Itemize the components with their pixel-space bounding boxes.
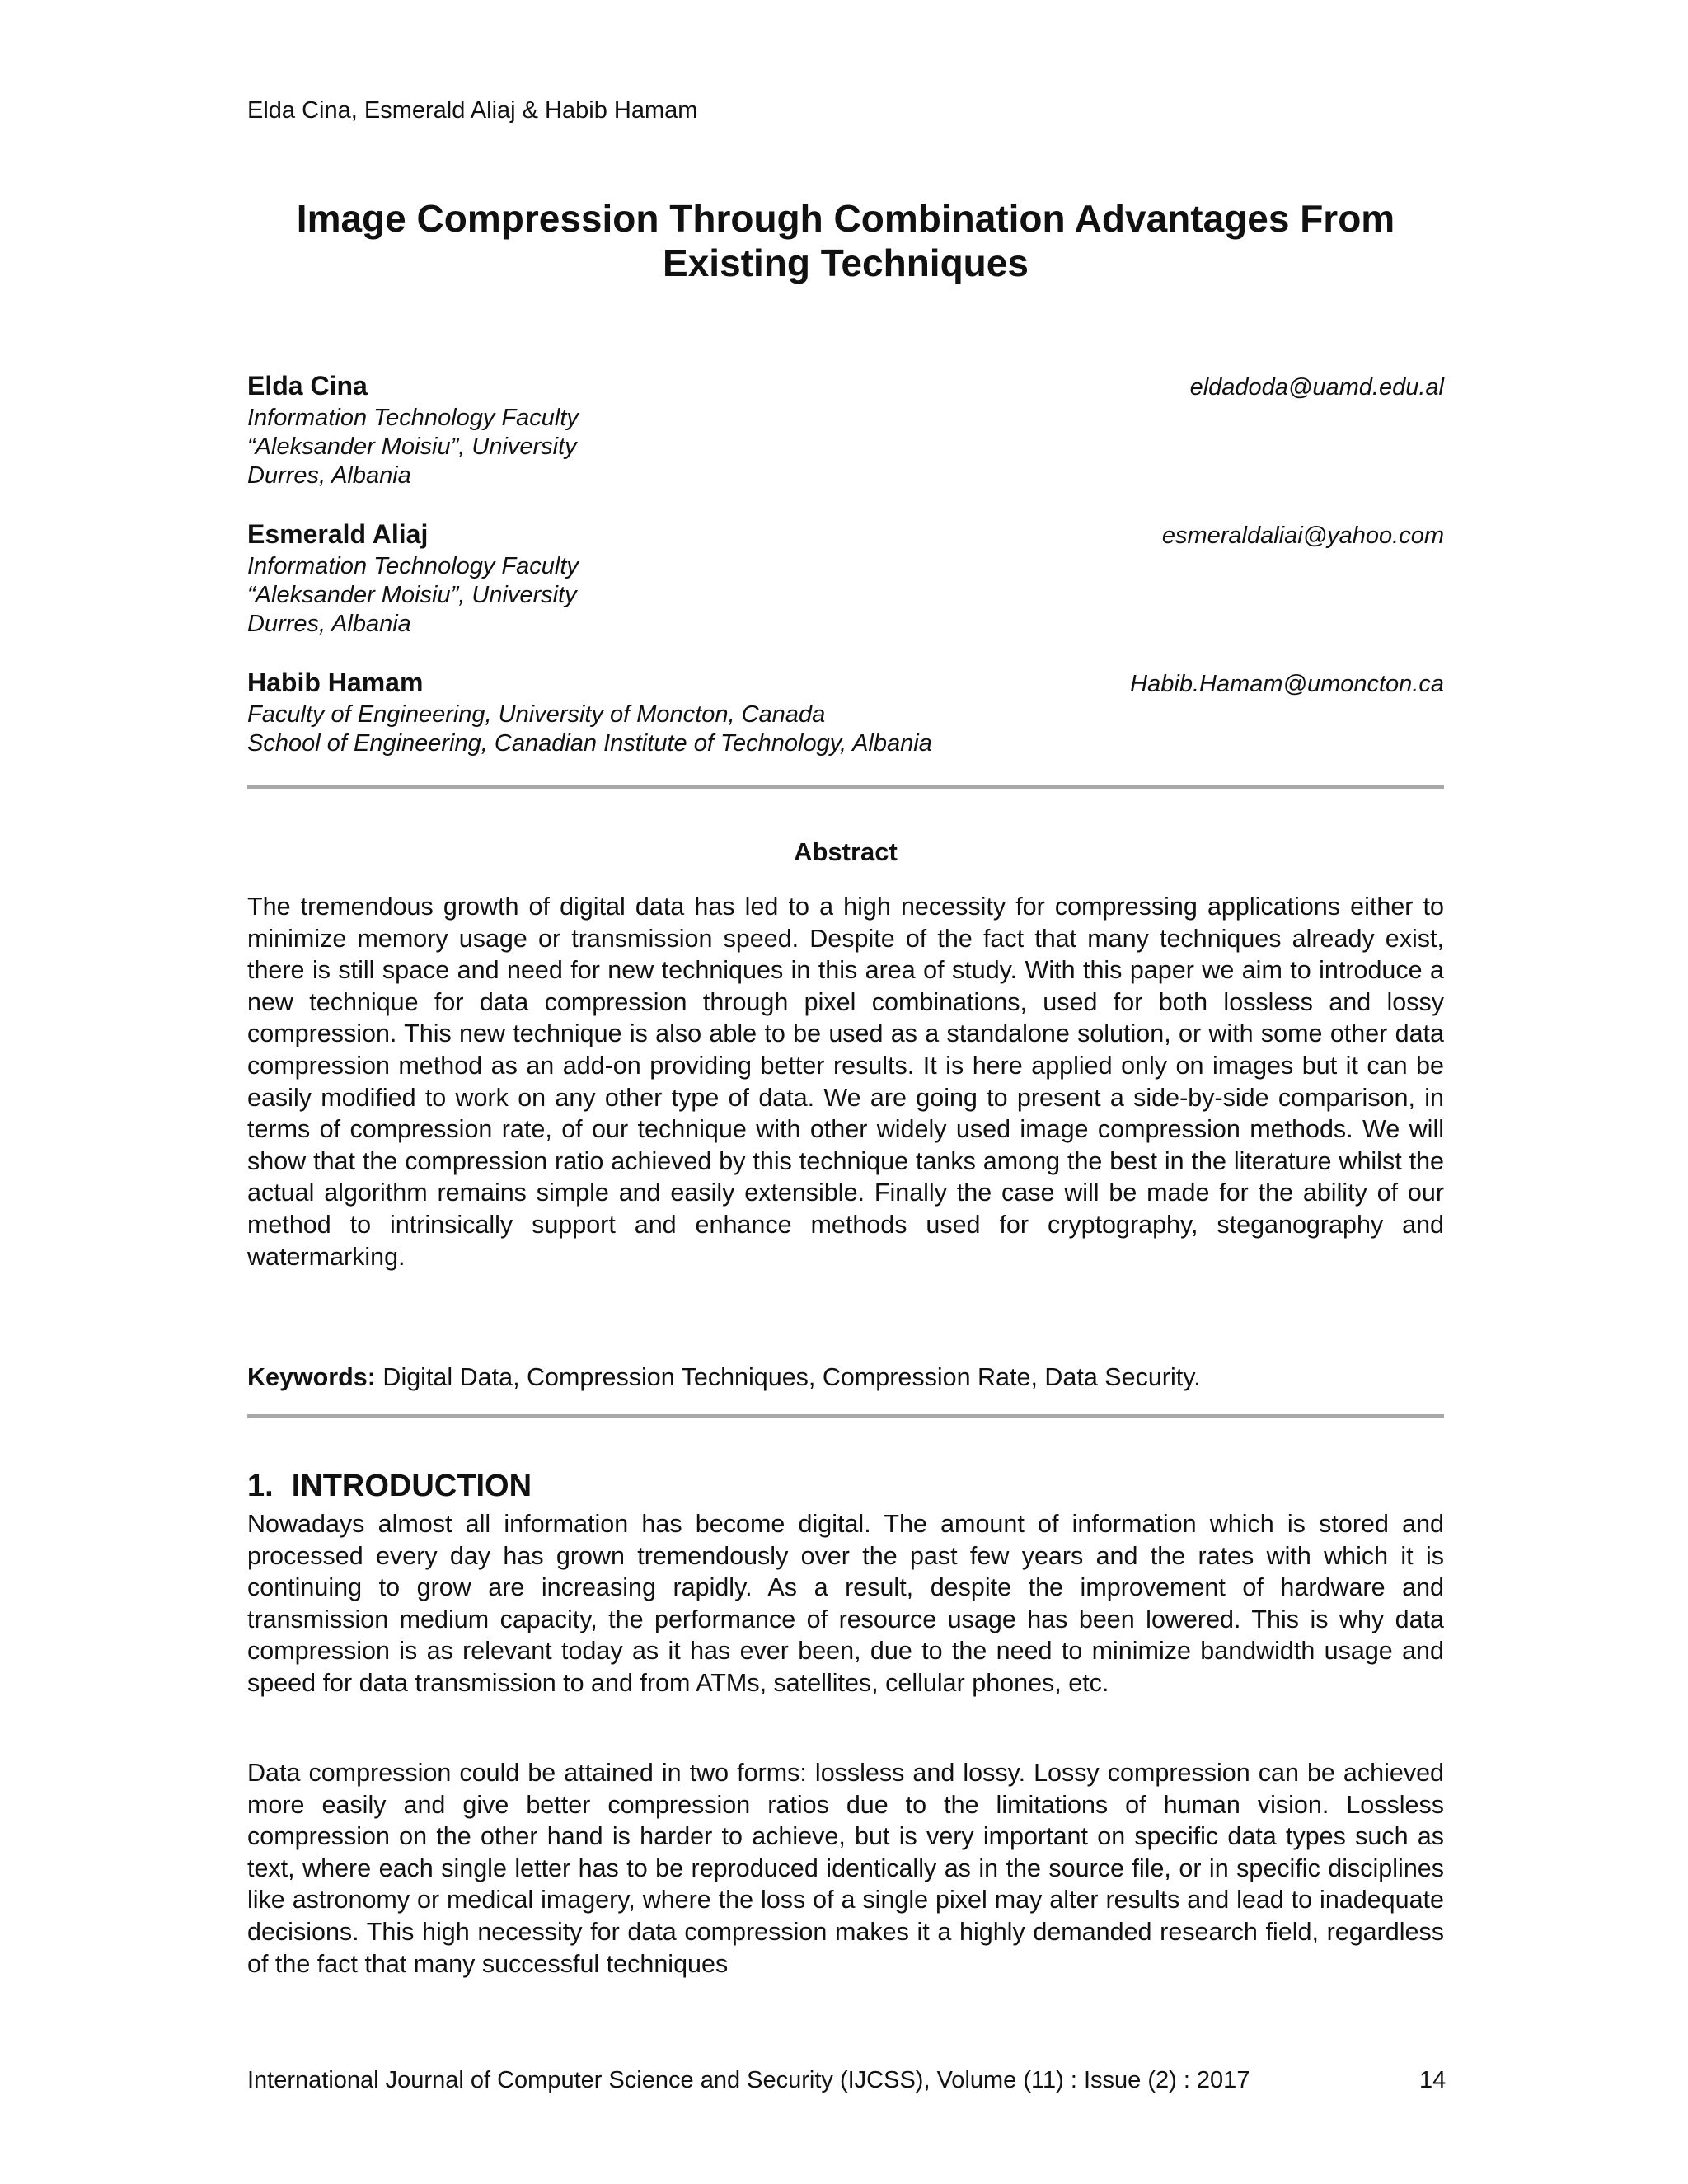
abstract-text: The tremendous growth of digital data has led to a high necessity for compressing applications either to minimize memory usage or transmission speed. Despite of the fact that many techniques already exist, there is still space and need for new techniques in this area of study. With this paper we aim to introduce a new technique for data compression through pixel combinations, used for both lossless and lossy compression. This new technique is also able to be used as a standalone solution, or with some other data compression method as an add-on providing better results. It is here applied only on images but it can be easily modified to work on any other type of data. We are going to present a side-by-side comparison, in terms of compression rate, of our technique with other widely used image compression methods. We will show that the compression ratio achieved by this technique tanks among the best in the literature whilst the actual algorithm remains simple and easily extensible. Finally the case will be made for the ability of our method to intrinsically support and enhance methods used for cryptography, steganography and watermarking. bbox=[247, 893, 1444, 1271]
title-line-2: Existing Techniques bbox=[663, 241, 1029, 284]
author-affiliation-line: Durres, Albania bbox=[247, 611, 411, 637]
title-line-1: Image Compression Through Combination Advantages From bbox=[296, 197, 1395, 240]
author-affiliation-line: Information Technology Faculty bbox=[247, 553, 579, 579]
author-affiliation-line: School of Engineering, Canadian Institute of Technology, Albania bbox=[247, 730, 932, 757]
abstract-heading: Abstract bbox=[794, 837, 898, 866]
body-paragraph: Nowadays almost all information has become digital. The amount of information which is stored and processed every day has grown tremendously over the past few years and the rates with which it is continuing to grow are increasing rapidly. As a result, despite the improvement of hardware and transmission medium capacity, the performance of resource usage has been lowered. This is why data compression is as relevant today as it has ever been, due to the need to minimize bandwidth usage and speed for data transmission to and from ATMs, satellites, cellular phones, etc. bbox=[247, 1510, 1444, 1697]
author-affiliation-line: Durres, Albania bbox=[247, 462, 411, 489]
section-number: 1. bbox=[247, 1469, 274, 1503]
author-block-3 bbox=[247, 668, 1444, 758]
author-block-1 bbox=[247, 371, 1444, 490]
footer-journal: International Journal of Computer Science and Security (IJCSS), Volume (11) : Issue (2) : 2017 bbox=[247, 2067, 1250, 2093]
page-number: 14 bbox=[1419, 2067, 1447, 2093]
keywords-text: Digital Data, Compression Techniques, Compression Rate, Data Security. bbox=[375, 1363, 1201, 1391]
author-email[interactable]: eldadoda@uamd.edu.al bbox=[1189, 374, 1444, 401]
author-affiliation-line: Information Technology Faculty bbox=[247, 405, 579, 431]
divider-bottom bbox=[247, 1414, 1444, 1418]
keywords-label: Keywords: bbox=[247, 1363, 376, 1391]
body-paragraph: Data compression could be attained in two forms: lossless and lossy. Lossy compression can be achieved more easily and give better compression ratios due to the limitations of human vision. Lossless compression on the other hand is harder to achieve, but is very important on specific data types such as text, where each single letter has to be reproduced identically as in the source file, or in specific disciplines like astronomy or medical imagery, where the loss of a single pixel may alter results and lead to inadequate decisions. This high necessity for data compression makes it a highly demanded research field, regardless of the fact that many successful techniques bbox=[247, 1759, 1444, 1978]
author-affiliation-line: Faculty of Engineering, University of Moncton, Canada bbox=[247, 701, 826, 728]
running-head: Elda Cina, Esmerald Aliaj & Habib Hamam bbox=[247, 97, 698, 124]
section-heading bbox=[247, 1469, 532, 1504]
author-email[interactable]: Habib.Hamam@umoncton.ca bbox=[1130, 671, 1444, 697]
author-name: Habib Hamam bbox=[247, 668, 424, 697]
author-name: Esmerald Aliaj bbox=[247, 519, 429, 549]
keywords bbox=[247, 1363, 1444, 1392]
paper-title bbox=[247, 196, 1444, 285]
author-name: Elda Cina bbox=[247, 371, 368, 401]
section-title: INTRODUCTION bbox=[291, 1469, 532, 1503]
author-affiliation-line: “Aleksander Moisiu”, University bbox=[247, 582, 577, 608]
divider-top bbox=[247, 785, 1444, 789]
author-affiliation-line: “Aleksander Moisiu”, University bbox=[247, 434, 577, 460]
author-email[interactable]: esmeraldaliai@yahoo.com bbox=[1161, 523, 1444, 549]
author-block-2 bbox=[247, 519, 1444, 639]
